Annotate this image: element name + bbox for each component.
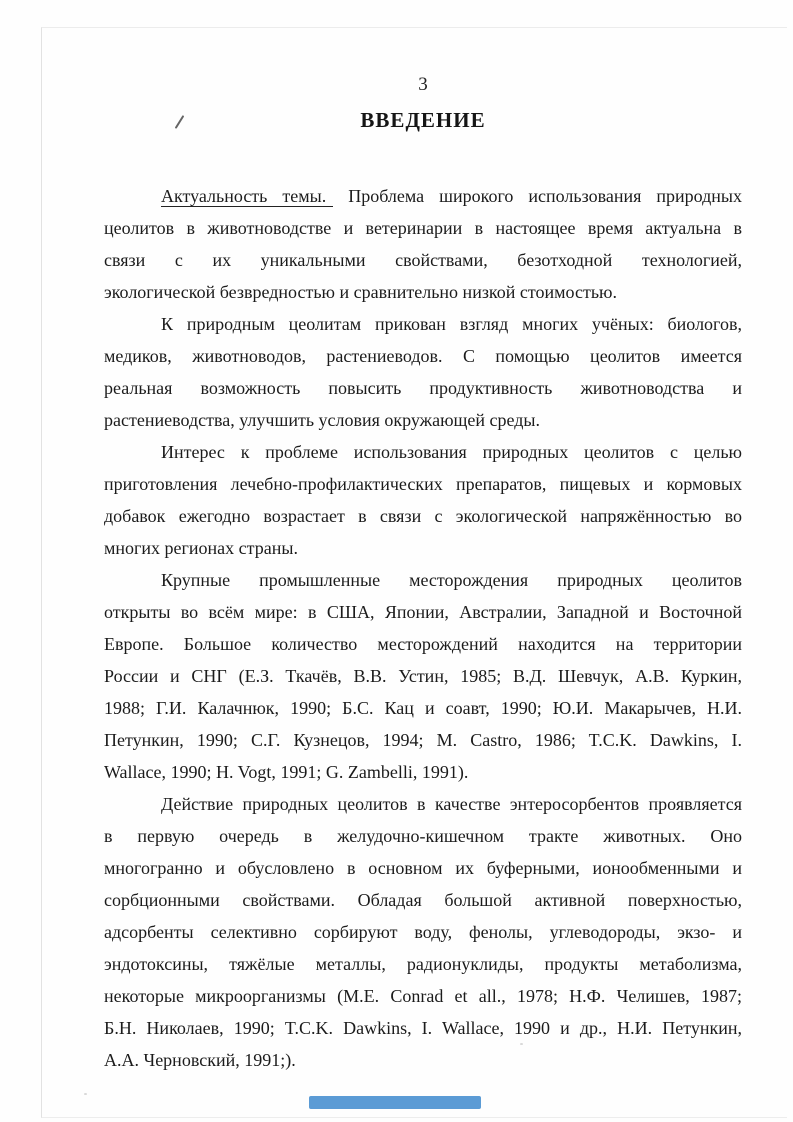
text-line: многих регионах страны. — [104, 538, 298, 558]
underlined-lead: Актуальность темы. — [161, 186, 333, 207]
page-title: ВВЕДЕНИЕ — [360, 108, 486, 132]
text-line — [104, 180, 742, 212]
text-line: открыты во всём мире: в США, Японии, Австралии, Западной и Восточной — [104, 602, 742, 622]
body-text — [104, 180, 742, 1076]
text-line: добавок ежегодно возрастает в связи с экологической напряжённостью во — [104, 506, 742, 526]
text-line: растениеводства, улучшить условия окружающей среды. — [104, 410, 541, 430]
text-line: Европе. Большое количество месторождений находится на территории — [104, 634, 742, 654]
text-line: Действие природных цеолитов в качестве энтеросорбентов проявляется — [161, 794, 742, 814]
text-line: многогранно и обусловлено в основном их буферными, ионообменными и — [104, 858, 742, 878]
paragraph — [104, 180, 742, 308]
text-line: Крупные промышленные месторождения природных цеолитов — [161, 570, 742, 590]
scan-speck — [84, 1093, 87, 1095]
lead-rest: Проблема широкого использования природных — [348, 186, 742, 206]
text-line: Петункин, 1990; С.Г. Кузнецов, 1994; M. Castro, 1986; T.C.K. Dawkins, I. — [104, 730, 742, 750]
text-line: сорбционными свойствами. Обладая большой активной поверхностью, — [104, 890, 742, 910]
text-line: Интерес к проблеме использования природных цеолитов с целью — [161, 442, 742, 462]
text-line: некоторые микроорганизмы (M.E. Conrad et all., 1978; Н.Ф. Челишев, 1987; — [104, 986, 742, 1006]
paragraph — [104, 564, 742, 788]
text-line: цеолитов в животноводстве и ветеринарии в настоящее время актуальна в — [104, 218, 742, 238]
scan-speck — [520, 1043, 523, 1045]
text-line: адсорбенты селективно сорбируют воду, фенолы, углеводороды, экзо- и — [104, 922, 742, 942]
paragraph — [104, 308, 742, 436]
text-line: связи с их уникальными свойствами, безотходной технологией, — [104, 250, 742, 270]
text-line: 1988; Г.И. Калачнюк, 1990; Б.С. Кац и соавт, 1990; Ю.И. Макарычев, Н.И. — [104, 698, 742, 718]
text-line: приготовления лечебно-профилактических препаратов, пищевых и кормовых — [104, 474, 742, 494]
text-line: А.А. Черновский, 1991;). — [104, 1050, 296, 1070]
paragraph — [104, 788, 742, 1076]
page-number: 3 — [418, 74, 428, 95]
text-line: К природным цеолитам прикован взгляд многих учёных: биологов, — [161, 314, 742, 334]
text-line: в первую очередь в желудочно-кишечном тракте животных. Оно — [104, 826, 742, 846]
text-line: экологической безвредностью и сравнительно низкой стоимостью. — [104, 282, 617, 302]
footer-blue-bar — [309, 1096, 481, 1109]
text-line: России и СНГ (Е.З. Ткачёв, В.В. Устин, 1985; В.Д. Шевчук, А.В. Куркин, — [104, 666, 742, 686]
text-line: Wallace, 1990; H. Vogt, 1991; G. Zambelli, 1991). — [104, 762, 469, 782]
text-line: эндотоксины, тяжёлые металлы, радионуклиды, продукты метаболизма, — [104, 954, 742, 974]
paragraph — [104, 436, 742, 564]
text-line: реальная возможность повысить продуктивность животноводства и — [104, 378, 742, 398]
text-line: медиков, животноводов, растениеводов. С помощью цеолитов имеется — [104, 346, 742, 366]
text-line: Б.Н. Николаев, 1990; T.C.K. Dawkins, I. Wallace, 1990 и др., Н.И. Петункин, — [104, 1018, 742, 1038]
